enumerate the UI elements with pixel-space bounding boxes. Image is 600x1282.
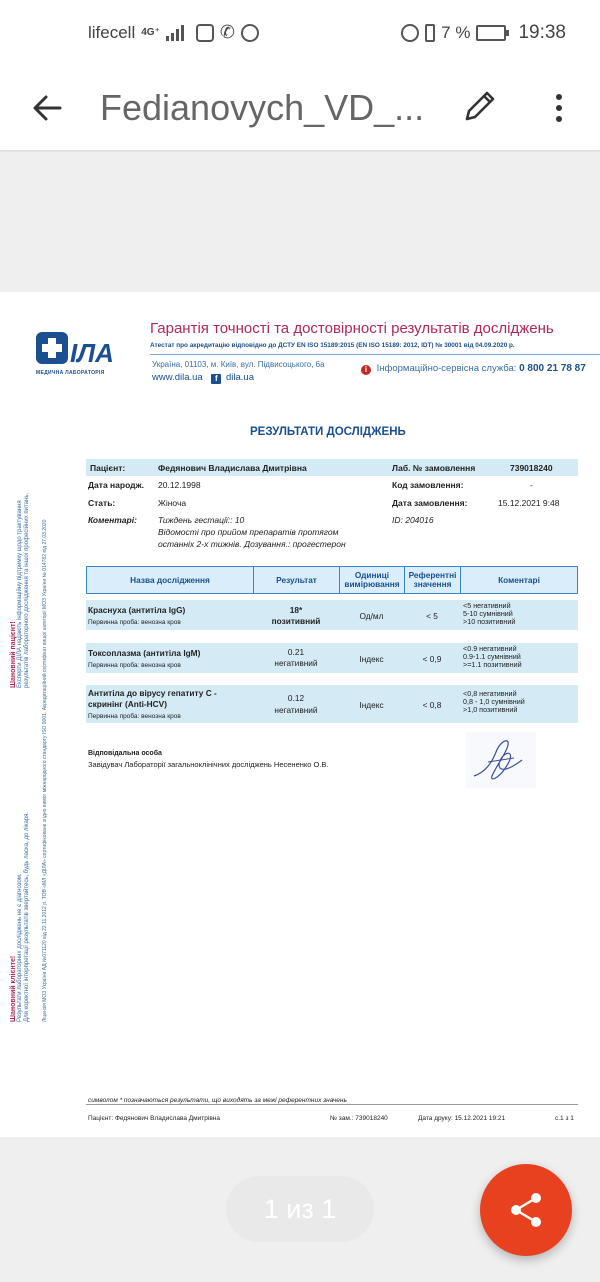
patient-label: Пацієнт: [90,463,126,473]
logo-subtitle: МЕДИЧНА ЛАБОРАТОРІЯ [36,370,105,376]
test-result: 0.12 [287,693,305,703]
battery-percent: 7 % [441,23,471,42]
test-name: Антитіла до вірусу гепатиту С - [88,688,217,698]
test-units: Індекс [359,654,384,664]
patient-name: Федянович Владислава Дмитрівна [158,463,307,473]
th-result: Результат [254,567,340,593]
footer-patient: Пацієнт: Федянович Владислава Дмитрівна [88,1115,220,1122]
website-link[interactable]: www.dila.ua [152,372,203,383]
th-comments: Коментарі [498,574,540,585]
comment-line-2: Відомості про прийом препаратів протягом [158,527,339,537]
page-indicator: 1 из 1 [226,1176,374,1242]
network-label: 4G⁺ [141,27,160,38]
phone-icon: ✆ [219,22,235,42]
id-value: ID: 204016 [392,515,434,525]
back-arrow-icon[interactable] [26,86,70,130]
vibrate-icon [425,24,435,42]
signature-image [466,732,536,788]
th-name: Назва дослідження [87,567,254,593]
test-comment: >10 позитивний [463,617,516,626]
test-reference: < 5 [426,611,438,621]
birth-date: 20.12.1998 [158,480,201,490]
footer-page: с.1 з 1 [555,1115,574,1122]
edit-pencil-icon[interactable] [458,84,502,128]
test-comment: <0.9 негативний [463,644,517,653]
test-result-text: негативний [274,658,318,668]
document-title: Fedianovych_VD_... [100,87,425,128]
viber-icon [241,24,259,42]
guarantee-heading: Гарантія точності та достовірності результатів досліджень [150,320,554,337]
birth-label: Дата народж. [88,480,144,490]
sex-value: Жіноча [158,498,187,508]
alarm-icon [401,24,419,42]
test-comment: <5 негативний [463,601,511,610]
test-units: Індекс [359,700,384,710]
responsible-person: Завідувач Лабораторії загальноклінічних досліджень Несененко О.В. [88,760,329,769]
th-reference: Референтні значення [405,567,461,593]
instagram-icon [196,24,214,42]
order-number: 739018240 [510,463,553,473]
responsible-label: Відповідальна особа [88,750,162,757]
info-service [361,363,586,375]
status-bar [0,0,600,66]
test-sample: Первинна проба: венозна кров [88,619,181,626]
test-reference: < 0,8 [422,700,442,710]
facebook-icon: f [211,374,221,384]
test-result-text: позитивний [271,616,321,626]
footnote: символом * позначаються результати, що виходять за межі референтних значень [88,1097,347,1104]
test-result: 0.21 [287,647,305,657]
document-page [0,292,600,1137]
info-label: Інформаційно-сервісна служба: [376,363,517,374]
test-sample: Первинна проба: венозна кров [88,662,181,669]
signal-icon [166,25,184,41]
test-units: Од/мл [359,611,384,621]
side-note-license: Ліцензія МОЗ України АД №071120 від 22.11.2012 р. ТОВ «МЛ «ДІЛА» сертифіковане згідно вимог міжнародного стандарту ISO 9001. Акредитаційний сертифікат вищої категорії МОЗ України № 014782 від 27.03.2020 [42,519,48,1022]
test-name-cont: скринінг (Anti-HCV) [88,699,167,709]
share-icon [480,1164,572,1256]
code-value: - [530,480,533,490]
battery-icon [476,25,506,41]
test-name: Краснуха (антитіла IgG) [88,605,186,615]
clock: 19:38 [518,22,566,43]
comment-line-1: Тиждень гестації:: 10 [158,515,245,525]
order-label: Лаб. № замовлення [392,463,476,473]
app-bar [0,66,600,150]
test-comment: 0,8 - 1,0 сумнівний [463,697,525,706]
results-title: РЕЗУЛЬТАТИ ДОСЛІДЖЕНЬ [250,426,406,438]
share-button[interactable] [480,1164,572,1256]
order-date: 15.12.2021 9:48 [498,498,560,508]
footer-order: № зам.: 739018240 [330,1115,388,1122]
test-name: Токсоплазма (антитіла IgM) [88,648,201,658]
test-reference: < 0,9 [422,654,442,664]
test-comment: <0,8 негативний [463,689,517,698]
code-label: Код замовлення: [392,480,464,490]
comments-label: Коментарі: [88,515,137,525]
header-divider [150,354,600,355]
results-table-header [86,566,578,594]
test-comment: >=1.1 позитивний [463,660,522,669]
footer-print-date: Дата друку: 15.12.2021 19:21 [418,1115,506,1122]
more-vert-icon[interactable] [538,86,582,130]
info-icon: i [361,365,371,375]
phone-number: 0 800 21 78 87 [519,363,586,374]
test-comment: 5-10 сумнівний [463,609,513,618]
carrier-label: lifecell [88,22,136,42]
test-result: 18* [289,605,303,615]
test-result-text: негативний [274,705,318,715]
dila-logo [36,328,112,368]
side-note-upper: Шановний пацієнт! Експерти ДІЛА надають інформаційну підтримку щодо трактування результатів лабораторного дослідження та іншої професійних питань. [10,492,30,688]
sex-label: Стать: [88,498,116,508]
svg-text:ІЛА: ІЛА [70,338,112,368]
side-note-lower: Шановний клієнте! Результати лабораторних досліджень не є діагнозом. Для коректної інтерпретації результатів звертайтесь, будь ласка, до лікаря. [10,811,30,1022]
lab-website [152,372,254,384]
test-sample: Первинна проба: венозна кров [88,713,181,720]
th-units: Одиниці вимірювання [340,567,405,593]
order-date-label: Дата замовлення: [392,498,468,508]
test-comment: >1,0 позитивний [463,705,518,714]
comment-line-3: останніх 2-х тижнів. Дозування.: прогестерон [158,539,346,549]
test-comment: 0.9-1.1 сумнівний [463,652,521,661]
accreditation-text: Атестат про акредитацію відповідно до ДСТУ EN ISO 15189:2015 (EN ISO 15189: 2012, IDT) № 30001 від 04.09.2020 р. [150,342,515,349]
lab-address: Україна, 01103, м. Київ, вул. Підвисоцького, 6а [152,360,325,369]
facebook-link[interactable]: dila.ua [225,372,254,383]
footer-divider [86,1104,578,1105]
